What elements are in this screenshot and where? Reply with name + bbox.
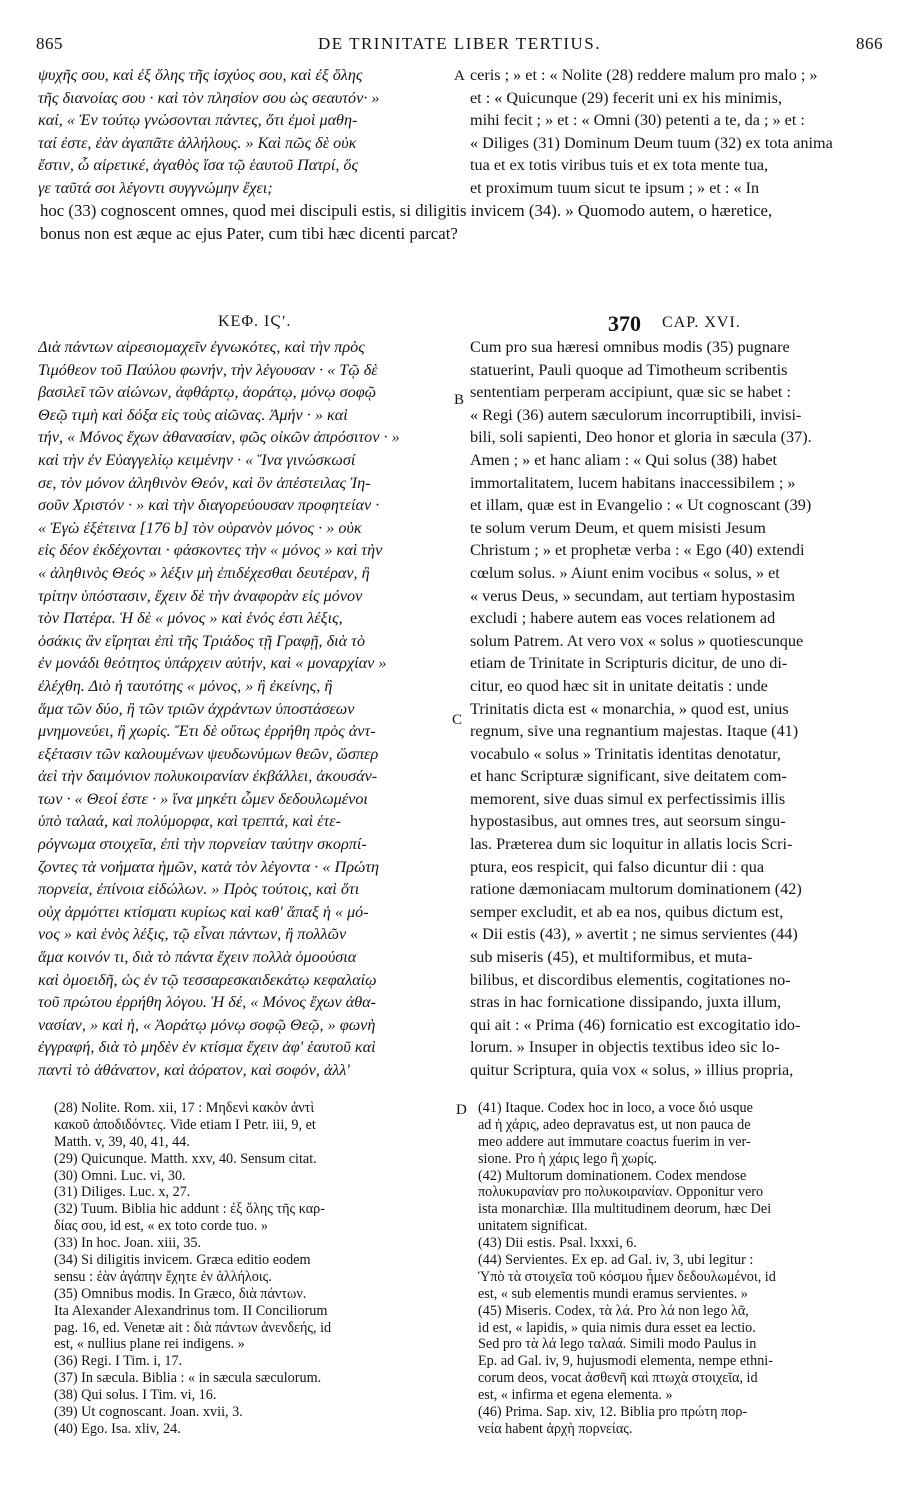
- footnote-line: (28) Nolite. Rom. xii, 17 : Μηδενὶ κακὸν ἀντὶ: [54, 1100, 315, 1116]
- latin-text-line: hypostasibus, aut omnes tres, aut seorsum singu-: [470, 812, 786, 831]
- greek-text-line: τρίτην ὑπόστασιν, ἔχειν δὲ τὴν ἀναφορὰν εἰς μόνον: [38, 586, 363, 605]
- footnote-line: (46) Prima. Sap. xiv, 12. Biblia pro πρώτη πορ-: [478, 1404, 748, 1421]
- footnote-line: (30) Omni. Luc. vi, 30.: [54, 1167, 186, 1184]
- greek-text-line: παντὶ τὸ ἀθάνατον, καὶ ἀόρατον, καὶ σοφόν, ἀλλ': [38, 1061, 350, 1079]
- greek-text-line: καὶ τὴν ἐν Εὐαγγελίῳ κειμένην · « Ἵνα γινώσκωσί: [38, 450, 356, 469]
- footnote-line: est, « sub elementis mundi eramus servientes. »: [478, 1285, 748, 1302]
- footnote-line: (37) In sæcula. Biblia : « in sæcula sæculorum.: [54, 1370, 322, 1387]
- column-number: 370: [608, 311, 641, 336]
- latin-text-line: citur, eo quod hæc sit in unitate deitatis : unde: [470, 676, 768, 695]
- greek-text-line: νος » καὶ ἑνὸς λέξις, τῷ εἶναι πάντων, ἢ πολλῶν: [38, 925, 347, 944]
- greek-text-line: ἐγγραφή, διὰ τὸ μηδὲν ἐν κτίσμα ἔχειν ἀφ' ἑαυτοῦ καὶ: [38, 1038, 376, 1057]
- latin-text-line: solum Patrem. At vero vox « solus » quotiescunque: [470, 631, 804, 650]
- greek-text-line: ζοντες τὰ νοήματα ἡμῶν, κατὰ τὸν λέγοντα · « Πρώτη: [38, 857, 380, 876]
- greek-text-line: μνημονεύει, ἢ χωρίς. Ἔτι δὲ οὕτως ἐρρήθη πρὸς ἀντ-: [38, 722, 376, 741]
- footnote-line: id est, « lapidis, » quia nimis dura esset ea lectio.: [478, 1319, 756, 1336]
- latin-text-line: Trinitatis dicta est « monarchia, » quod est, unius: [470, 699, 789, 718]
- latin-text-line: mihi fecit ; » et : « Omni (30) petenti a te, da ; » et :: [470, 111, 805, 130]
- greek-text-line: ἐλέχθη. Διὸ ἡ ταυτότης « μόνος, » ἢ ἐκείνης, ἢ: [38, 676, 333, 695]
- footnote-line: meo addere aut immutare coactus fuerim in ver-: [478, 1133, 751, 1150]
- greek-text-line: καὶ ὁμοειδῆ, ὡς ἐν τῷ τεσσαρεσκαιδεκάτῳ κεφαλαίῳ: [38, 970, 377, 989]
- footnote-line: (42) Multorum dominationem. Codex mendose: [478, 1167, 747, 1184]
- margin-letter-d: D: [456, 1102, 467, 1118]
- footnote-line: (38) Qui solus. I Tim. vi, 16.: [54, 1387, 217, 1404]
- footnote-line: Sed pro τὰ λά lego ταλαά. Simili modo Paulus in: [478, 1336, 757, 1353]
- footnote-line: sione. Pro ἡ χάρις lego ἢ χωρίς.: [478, 1150, 658, 1167]
- footnote-line: (40) Ego. Isa. xliv, 24.: [54, 1420, 181, 1437]
- footnote-line: corum deos, vocat ἀσθενῆ καὶ πτωχὰ στοιχεῖα, id: [478, 1370, 758, 1387]
- latin-text-line: excludi ; habere autem eas voces relationem ad: [470, 609, 776, 628]
- full-width-latin-text: [40, 200, 885, 245]
- greek-text-line: τήν, « Μόνος ἔχων ἀθανασίαν, φῶς οἰκῶν ἀπρόσιτον · »: [38, 428, 400, 447]
- latin-text-line: hoc (33) cognoscent omnes, quod mei discipuli estis, si diligitis invicem (34). » Quomodo autem, o hæretice,: [40, 201, 773, 220]
- latin-text-line: immortalitatem, lucem habitans inaccessibilem ; »: [470, 473, 796, 492]
- footnote-line: est, « nullius plane rei indigens. »: [54, 1336, 245, 1353]
- greek-text-line: τοῦ πρώτου ἐρρήθη λόγου. Ἡ δέ, « Μόνος ἔχων ἀθα-: [38, 993, 377, 1012]
- greek-text-line: ἅμα τῶν δύο, ἢ τῶν τριῶν ἀχράντων ὑποστάσεων: [38, 699, 355, 718]
- latin-text-line: etiam de Trinitate in Scripturis dicitur, de uno di-: [470, 654, 788, 673]
- latin-text-line: et illam, quæ est in Evangelio : « Ut cognoscant (39): [470, 496, 812, 515]
- latin-text-line: quitur Scriptura, quia vox « solus, » illius propria,: [470, 1061, 794, 1079]
- footnote-line: (34) Si diligitis invicem. Græca editio eodem: [54, 1252, 311, 1269]
- greek-text-line: εξέτασιν τῶν καλουμένων ψευδωνύμων θεῶν, ὥσπερ: [38, 744, 379, 763]
- latin-text-line: et proximum tuum sicut te ipsum ; » et : « In: [470, 178, 760, 197]
- latin-text-line: bonus non est æque ac ejus Pater, cum tibi hæc dicenti parcat?: [40, 223, 458, 243]
- latin-text-line: bilibus, et discordibus elementis, cogitationes no-: [470, 970, 791, 989]
- latin-text-line: las. Præterea dum sic loquitur in allatis locis Scri-: [470, 835, 793, 854]
- footnote-line: (33) In hoc. Joan. xiii, 35.: [54, 1235, 201, 1252]
- greek-text-line: Θεῷ τιμὴ καὶ δόξα εἰς τοὺς αἰῶνας. Ἀμήν · » καὶ: [38, 405, 348, 424]
- greek-text-line: πορνεία, ἐπίνοια εἰδώλων. » Πρὸς τούτοις, καὶ ὅτι: [38, 880, 360, 899]
- running-title: DE TRINITATE LIBER TERTIUS.: [317, 34, 602, 53]
- greek-text-column: [38, 336, 456, 1082]
- latin-text-line: sub miseris (45), et multiformibus, et muta-: [470, 948, 753, 967]
- latin-text-line: et hanc Scripturæ significant, sive deitatem com-: [470, 767, 787, 786]
- footnotes-left: [54, 1100, 452, 1438]
- footnote-line: (41) Itaque. Codex hoc in loco, a voce διό usque: [478, 1100, 753, 1116]
- latin-text-line: vocabulo « solus » Trinitatis identitas denotatur,: [470, 744, 781, 763]
- greek-chapter-heading: ΚΕΦ. ΙϚʹ.: [218, 313, 292, 330]
- latin-text-line: stras in hac fornicatione dissipando, juxta illum,: [470, 993, 782, 1012]
- latin-text-line: regnum, sive una regnantium majestas. Itaque (41): [470, 722, 799, 741]
- greek-text-line: Διὰ πάντων αἱρεσιομαχεῖν ἐγνωκότες, καὶ τὴν πρὸς: [38, 338, 365, 356]
- footnote-line: (36) Regi. I Tim. i, 17.: [54, 1353, 183, 1370]
- footnote-line: (45) Miseris. Codex, τὰ λά. Pro λά non lego λᾶ,: [478, 1302, 749, 1319]
- latin-text-line: memorent, sive duas simul ex perfectissimis illis: [470, 789, 786, 808]
- latin-chapter-heading: CAP. XVI.: [662, 314, 741, 331]
- greek-text-line: καί, « Ἐν τούτῳ γνώσονται πάντες, ὅτι ἐμοὶ μαθη-: [38, 111, 358, 130]
- greek-text-line: ἅμα κοινόν τι, διὰ τὸ πάντα ἔχειν πολλὰ ὁμοούσια: [38, 948, 357, 967]
- footnote-line: unitatem significat.: [478, 1218, 588, 1235]
- greek-text-line: γε ταῦτά σοι λέγοντι συγγνώμην ἔχει;: [38, 178, 273, 197]
- top-greek-column: [38, 64, 450, 200]
- footnote-line: κακοῦ ἀποδιδόντες. Vide etiam I Petr. iii, 9, et: [54, 1116, 316, 1133]
- footnote-line: (43) Dii estis. Psal. lxxxi, 6.: [478, 1235, 637, 1252]
- greek-text-line: ρόγνωμα στοιχεῖα, ἐπὶ τὴν πορνείαν ταύτην σκορπί-: [38, 835, 367, 854]
- greek-text-line: των · « Θεοί ἐστε · » ἵνα μηκέτι ὦμεν δεδουλωμένοι: [38, 789, 368, 808]
- latin-text-line: ptura, eos respicit, qui falso dicuntur dii : qua: [470, 857, 765, 876]
- footnote-line: Ita Alexander Alexandrinus tom. II Conciliorum: [54, 1302, 328, 1319]
- latin-text-line: « verus Deus, » secundam, aut tertiam hypostasim: [470, 586, 796, 605]
- footnote-line: est, « infirma et egena elementa. »: [478, 1387, 673, 1404]
- greek-text-line: βασιλεῖ τῶν αἰώνων, ἀφθάρτῳ, ἀοράτῳ, μόνῳ σοφῷ: [38, 383, 377, 402]
- footnote-line: (29) Quicunque. Matth. xxv, 40. Sensum citat.: [54, 1150, 317, 1167]
- greek-text-line: Τιμόθεον τοῦ Παύλου φωνήν, τὴν λέγουσαν · « Τῷ δὲ: [38, 360, 378, 379]
- greek-text-line: ἐν μονάδι θεότητος ὑπάρχειν αὐτήν, καὶ « μοναρχίαν »: [38, 654, 387, 673]
- margin-letter-a: A: [454, 68, 465, 84]
- footnote-line: Ὑπὸ τὰ στοιχεῖα τοῦ κόσμου ἦμεν δεδουλωμένοι, id: [478, 1268, 776, 1285]
- latin-text-line: te solum verum Deum, et quem misisti Jesum: [470, 518, 766, 537]
- footnote-line: πολυκυρανίαν pro πολυκοιρανίαν. Opponitur vero: [478, 1184, 764, 1201]
- latin-text-line: lorum. » Insuper in objectis textibus ideo sic lo-: [470, 1038, 780, 1057]
- latin-text-line: Amen ; » et hanc aliam : « Qui solus (38) habet: [470, 450, 778, 469]
- latin-text-line: « Diliges (31) Dominum Deum tuum (32) ex tota anima: [470, 133, 833, 152]
- latin-text-line: ratione dæmoniacam multorum dominationem (42): [470, 880, 802, 899]
- greek-text-line: οὐχ ἁρμόττει κτίσματι κυρίως καὶ καθ' ἅπαξ ἡ « μό-: [38, 902, 369, 921]
- left-page-number: 865: [36, 34, 63, 53]
- greek-text-line: εἰς δέον ἐκδέχονται · φάσκοντες τὴν « μόνος » καὶ τὴν: [38, 541, 383, 560]
- greek-text-line: ἔστιν, ὦ αἱρετικέ, ἀγαθὸς ἴσα τῷ ἑαυτοῦ Πατρί, ὅς: [38, 156, 359, 175]
- footnote-line: pag. 16, ed. Venetæ ait : διὰ πάντων ἀνενδεής, id: [54, 1319, 332, 1336]
- latin-text-line: et : « Quicunque (29) fecerit uni ex his minimis,: [470, 88, 782, 107]
- latin-text-line: cœlum solus. » Aiunt enim vocibus « solus, » et: [470, 563, 780, 582]
- footnote-line: (31) Diliges. Luc. x, 27.: [54, 1184, 191, 1201]
- latin-text-line: « Regi (36) autem sæculorum incorruptibili, invisi-: [470, 405, 802, 424]
- footnote-line: sensu : ἐὰν ἀγάπην ἔχητε ἐν ἀλλήλοις.: [54, 1268, 272, 1285]
- footnote-line: Ep. ad Gal. iv, 9, hujusmodi elementa, nempe ethni-: [478, 1353, 773, 1370]
- greek-text-line: ὁσάκις ἂν εἴρηται ἐπὶ τῆς Τριάδος τῇ Γραφῇ, διὰ τὸ: [38, 631, 366, 650]
- latin-text-line: tua et ex totis viribus tuis et ex tota mente tua,: [470, 156, 769, 175]
- footnote-line: δίας σου, id est, « ex toto corde tuo. »: [54, 1218, 268, 1235]
- greek-text-line: ἀεὶ τὴν δαιμόνιον πολυκοιρανίαν ἐκβάλλει, ἀκουσάν-: [38, 767, 378, 786]
- greek-text-line: νασίαν, » καὶ ἡ, « Ἀοράτῳ μόνῳ σοφῷ Θεῷ, » φωνὴ: [38, 1015, 376, 1034]
- footnotes-right: [478, 1100, 886, 1438]
- greek-text-line: ψυχῆς σου, καὶ ἐξ ὅλης τῆς ἰσχύος σου, καὶ ἐξ ὅλης: [38, 66, 363, 84]
- latin-text-line: Christum ; » et prophetæ verba : « Ego (40) extendi: [470, 541, 805, 560]
- greek-text-line: τὸν Πατέρα. Ἡ δὲ « μόνος » καὶ ἑνός ἐστι λέξις,: [38, 609, 343, 628]
- latin-text-line: « Dii estis (43), » avertit ; ne simus servientes (44): [470, 925, 798, 944]
- greek-text-line: « ἀληθινὸς Θεός » λέξιν μὴ ἐπιδέχεσθαι δευτέραν, ἢ: [38, 563, 370, 582]
- footnote-line: ad ἡ χάρις, adeo depravatus est, ut non pauca de: [478, 1116, 751, 1133]
- greek-text-line: « Ἐγὼ ἐξέτεινα [176 b] τὸν οὐρανὸν μόνος · » οὐκ: [38, 518, 362, 537]
- footnote-line: Matth. v, 39, 40, 41, 44.: [54, 1133, 190, 1150]
- latin-text-line: statuerint, Pauli quoque ad Timotheum scribentis: [470, 360, 788, 379]
- greek-text-line: ὑπὸ ταλαά, καὶ πολύμορφα, καὶ τρεπτά, καὶ ἑτε-: [38, 812, 342, 831]
- latin-text-line: ceris ; » et : « Nolite (28) reddere malum pro malo ; »: [470, 66, 818, 84]
- greek-text-line: τῆς διανοίας σου · καὶ τὸν πλησίον σου ὡς σεαυτόν· »: [38, 88, 380, 107]
- footnote-line: ista monarchiæ. Illa multitudinem deorum, hæc Dei: [478, 1201, 772, 1218]
- footnote-line: νεία habent ἀρχὴ πορνείας.: [478, 1420, 633, 1437]
- top-latin-column: [470, 64, 885, 200]
- greek-text-line: σοῦν Χριστόν · » καὶ τὴν διαγορεύουσαν προφητείαν ·: [38, 496, 380, 515]
- latin-text-line: sententiam perperam accipiunt, quæ sic se habet :: [470, 383, 791, 402]
- margin-letter-c: C: [452, 712, 463, 728]
- margin-letter-b: B: [454, 392, 465, 408]
- latin-text-line: Cum pro sua hæresi omnibus modis (35) pugnare: [470, 338, 790, 356]
- footnote-line: (35) Omnibus modis. In Græco, διὰ πάντων.: [54, 1285, 307, 1302]
- footnote-line: (44) Servientes. Ex ep. ad Gal. iv, 3, ubi legitur :: [478, 1252, 754, 1269]
- latin-text-line: bili, soli sapienti, Deo honor et gloria in sæcula (37).: [470, 428, 812, 447]
- greek-text-line: σε, τὸν μόνον ἀληθινὸν Θεόν, καὶ ὃν ἀπέστειλας Ἰη-: [38, 473, 371, 492]
- footnote-line: (32) Tuum. Biblia hic addunt : ἐξ ὅλης τῆς καρ-: [54, 1201, 325, 1218]
- footnote-line: (39) Ut cognoscant. Joan. xvii, 3.: [54, 1404, 243, 1421]
- right-page-number: 866: [856, 34, 883, 53]
- latin-text-line: semper excludit, et ab ea nos, quibus dictum est,: [470, 902, 784, 921]
- latin-text-column: [470, 336, 885, 1082]
- latin-text-line: qui ait : « Prima (46) fornicatio est excogitatio ido-: [470, 1015, 801, 1034]
- greek-text-line: ταί ἐστε, ἐὰν ἀγαπᾶτε ἀλλήλους. » Καὶ πῶς δὲ οὐκ: [38, 133, 357, 152]
